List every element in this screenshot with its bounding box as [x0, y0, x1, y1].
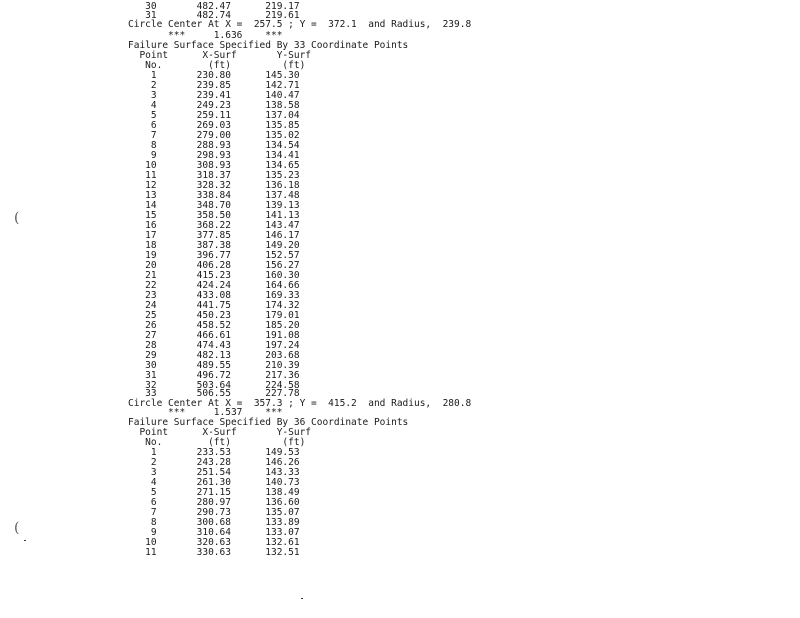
- table-row: 31 482.74 219.61: [128, 10, 300, 21]
- table-row: 3 251.54 143.33: [128, 467, 300, 478]
- table-row: 4 261.30 140.73: [128, 477, 300, 488]
- scan-speck: [301, 598, 303, 599]
- circle-center-line: Circle Center At X = 257.5 ; Y = 372.1 and Radius, 239.8: [128, 19, 472, 30]
- table-row: 1 233.53 149.53: [128, 447, 300, 458]
- table-row: 18 387.38 149.20: [128, 240, 300, 251]
- table-row: 14 348.70 139.13: [128, 200, 300, 211]
- section-heading: *** 1.537 ***: [128, 407, 283, 418]
- scan-margin-mark: (: [14, 210, 20, 226]
- table-row: 2 239.85 142.71: [128, 80, 300, 91]
- table-row: 31 496.72 217.36: [128, 370, 300, 381]
- table-row: 8 300.68 133.89: [128, 517, 300, 528]
- table-row: 16 368.22 143.47: [128, 220, 300, 231]
- table-row: 27 466.61 191.08: [128, 330, 300, 341]
- table-row: 25 450.23 179.01: [128, 310, 300, 321]
- table-row: 26 458.52 185.20: [128, 320, 300, 331]
- table-row: 28 474.43 197.24: [128, 340, 300, 351]
- table-row: 7 279.00 135.02: [128, 130, 300, 141]
- table-row: 15 358.50 141.13: [128, 210, 300, 221]
- table-row: 6 280.97 136.60: [128, 497, 300, 508]
- safety-factor-line: Circle Center At X = 357.3 ; Y = 415.2 and Radius, 280.8: [128, 398, 472, 409]
- table-row: 3 239.41 140.47: [128, 90, 300, 101]
- table-row: 12 328.32 136.18: [128, 180, 300, 191]
- safety-factor-line: *** 1.636 ***: [128, 30, 283, 41]
- table-row: 20 406.28 156.27: [128, 260, 300, 271]
- scan-margin-mark: (: [14, 520, 20, 536]
- table-row: 11 318.37 135.23: [128, 170, 300, 181]
- table-row: 8 288.93 134.54: [128, 140, 300, 151]
- table-row: 11 330.63 132.51: [128, 547, 300, 558]
- table-row: 10 320.63 132.61: [128, 537, 300, 548]
- table-row: 4 249.23 138.58: [128, 100, 300, 111]
- table-row: 2 243.28 146.26: [128, 457, 300, 468]
- table-row: 29 482.13 203.68: [128, 350, 300, 361]
- table-row: 22 424.24 164.66: [128, 280, 300, 291]
- circle-center-line: 33 506.55 227.78: [128, 388, 300, 399]
- column-units: Point X-Surf Y-Surf: [128, 427, 312, 438]
- table-row: 32 503.64 224.58: [128, 380, 300, 391]
- table-row: 19 396.77 152.57: [128, 250, 300, 261]
- table-row: 17 377.85 146.17: [128, 230, 300, 241]
- column-header: Point X-Surf Y-Surf: [128, 50, 312, 61]
- scan-speck: [24, 540, 26, 541]
- table-row: 30 489.55 210.39: [128, 360, 300, 371]
- table-row: 9 310.64 133.07: [128, 527, 300, 538]
- table-row: 13 338.84 137.48: [128, 190, 300, 201]
- table-row: 5 259.11 137.04: [128, 110, 300, 121]
- column-units: No. (ft) (ft): [128, 60, 306, 71]
- table-row: 1 230.80 145.30: [128, 70, 300, 81]
- table-row: No. (ft) (ft): [128, 437, 306, 448]
- column-header: Failure Surface Specified By 36 Coordinate Points: [128, 417, 409, 428]
- table-row: 23 433.08 169.33: [128, 290, 300, 301]
- table-row: 5 271.15 138.49: [128, 487, 300, 498]
- table-row: 30 482.47 219.17: [128, 1, 300, 12]
- table-row: 24 441.75 174.32: [128, 300, 300, 311]
- table-row: 10 308.93 134.65: [128, 160, 300, 171]
- table-row: 21 415.23 160.30: [128, 270, 300, 281]
- table-row: 9 298.93 134.41: [128, 150, 300, 161]
- table-row: 6 269.03 135.85: [128, 120, 300, 131]
- table-row: 7 290.73 135.07: [128, 507, 300, 518]
- section-heading: Failure Surface Specified By 33 Coordinate Points: [128, 40, 409, 51]
